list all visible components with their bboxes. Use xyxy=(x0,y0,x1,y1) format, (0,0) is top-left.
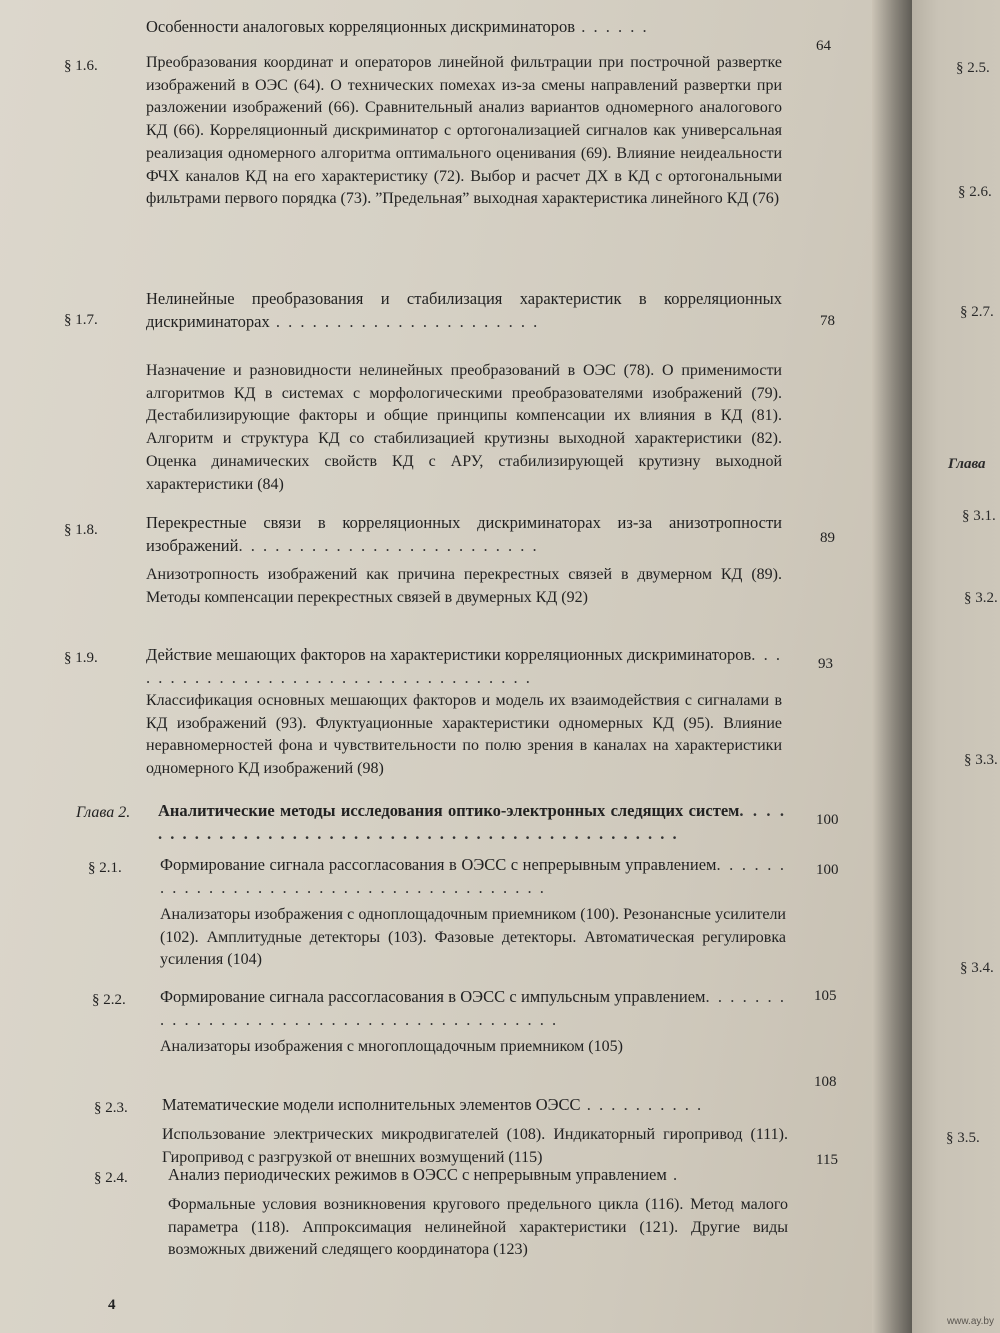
section-page: 115 xyxy=(816,1152,838,1168)
section-page: 108 xyxy=(814,1074,837,1090)
section-description: Формальные условия возникновения кругового предельного цикла (116). Метод малого параметра (118). Аппроксимация нелинейной характеристики (121). Другие виды возможных движений следящего координатора (123) xyxy=(168,1196,788,1259)
section-page: 89 xyxy=(820,530,835,546)
right-section-number: § 3.5. xyxy=(946,1130,980,1146)
section-number: § 2.3. xyxy=(94,1100,128,1116)
right-section-number: § 3.3. xyxy=(964,752,998,768)
section-number: § 1.7. xyxy=(64,312,98,328)
section-number: § 1.6. xyxy=(64,58,98,74)
section-title: Математические модели исполнительных элементов ОЭСС . . . . . . . . . . xyxy=(162,1095,704,1114)
section-title: Особенности аналоговых корреляционных дискриминаторов . . . . . . xyxy=(146,17,649,36)
chapter-page: 100 xyxy=(816,812,839,828)
chapter-title: Аналитические методы исследования оптико-электронных следящих систем. . . . . . . . . . . . . . . . . . . . . . . . . . . . . . . . . . . . . . . . . . . . . . . xyxy=(158,801,786,843)
section-page: 100 xyxy=(816,862,839,878)
section-description: Анализаторы изображения с многоплощадочным приемником (105) xyxy=(160,1038,623,1055)
right-chapter-label: Глава xyxy=(948,456,986,472)
section-page: 64 xyxy=(816,38,831,54)
section-description: Классификация основных мешающих факторов и модель их взаимодействия с сигналами в КД изображений (93). Флуктуационные характеристики одномерных КД (95). Влияние неравномерностей фона и чувствительности по полю зрения в каналах на характеристики одномерного КД изображений (98) xyxy=(146,692,782,778)
section-number: § 1.9. xyxy=(64,650,98,666)
section-number: § 2.1. xyxy=(88,860,122,876)
right-section-number: § 3.2. xyxy=(964,590,998,606)
watermark: www.ay.by xyxy=(946,1316,994,1327)
section-number: § 2.2. xyxy=(92,992,126,1008)
section-page: 105 xyxy=(814,988,837,1004)
section-title: Перекрестные связи в корреляционных дискриминаторах из-за анизотропности изображений. . . . . . . . . . . . . . . . . . . . . . . . . xyxy=(146,513,782,555)
section-title: Анализ периодических режимов в ОЭСС с непрерывным управлением . xyxy=(168,1165,680,1184)
section-description: Использование электрических микродвигателей (108). Индикаторный гиропривод (111). Гиропривод с разгрузкой от внешних возмущений (115) xyxy=(162,1126,788,1166)
section-title: Формирование сигнала рассогласования в ОЭСС с непрерывным управлением. . . . . . . . . . . . . . . . . . . . . . . . . . . . . . . . . . . . . . xyxy=(160,855,786,897)
section-number: § 1.8. xyxy=(64,522,98,538)
chapter-label: Глава 2. xyxy=(76,804,131,821)
section-description: Назначение и разновидности нелинейных преобразований в ОЭС (78). О применимости алгоритмов КД в системах с морфологическими преобразователями изображений (79). Дестабилизирующие факторы и общие принципы компенсации их влияния в КД (81). Алгоритм и структура КД со стабилизацией крутизны выходной характеристики (82). Оценка динамических свойств КД с АРУ, стабилизирующей крутизну выходной характеристики (84) xyxy=(146,362,782,493)
page-number: 4 xyxy=(108,1297,116,1313)
right-section-number: § 2.7. xyxy=(960,304,994,320)
section-title: Нелинейные преобразования и стабилизация характеристик в корреляционных дискриминаторах . . . . . . . . . . . . . . . . . . . . . . xyxy=(146,289,782,331)
section-title: Действие мешающих факторов на характеристики корреляционных дискриминаторов. . . . . . . . . . . . . . . . . . . . . . . . . . . . . . . . . . . xyxy=(146,645,782,687)
right-section-number: § 2.5. xyxy=(956,60,990,76)
section-page: 78 xyxy=(820,313,835,329)
section-description: Анизотропность изображений как причина перекрестных связей в двумерном КД (89). Методы компенсации перекрестных связей в двумерных КД (92) xyxy=(146,566,782,606)
right-section-number: § 2.6. xyxy=(958,184,992,200)
section-title: Формирование сигнала рассогласования в ОЭСС с импульсным управлением. . . . . . . . . . . . . . . . . . . . . . . . . . . . . . . . . . . . . . . . xyxy=(160,987,786,1029)
book-page-right xyxy=(912,0,1000,1333)
section-number: § 2.4. xyxy=(94,1170,128,1186)
section-page: 93 xyxy=(818,656,833,672)
right-section-number: § 3.1. xyxy=(962,508,996,524)
section-description: Преобразования координат и операторов линейной фильтрации при построчной развертке изображений в ОЭС (64). О технических помехах из-за смены направлений развертки при разложении изображений (66). Сравнительный анализ вариантов одномерного аналогового КД (66). Корреляционный дискриминатор с ортогонализацией сигналов как универсальная реализация одномерного алгоритма оптимального оценивания (69). Влияние неидеальности ФЧХ каналов КД на его характеристику (72). Выбор и расчет ДХ в КД с ортогональными фильтрами первого порядка (73). ”Предельная” выходная характеристика линейного КД (76) xyxy=(146,54,782,208)
section-description: Анализаторы изображения с одноплощадочным приемником (100). Резонансные усилители (102). Амплитудные детекторы (103). Фазовые детекторы. Автоматическая регулировка усиления (104) xyxy=(160,906,786,969)
right-section-number: § 3.4. xyxy=(960,960,994,976)
